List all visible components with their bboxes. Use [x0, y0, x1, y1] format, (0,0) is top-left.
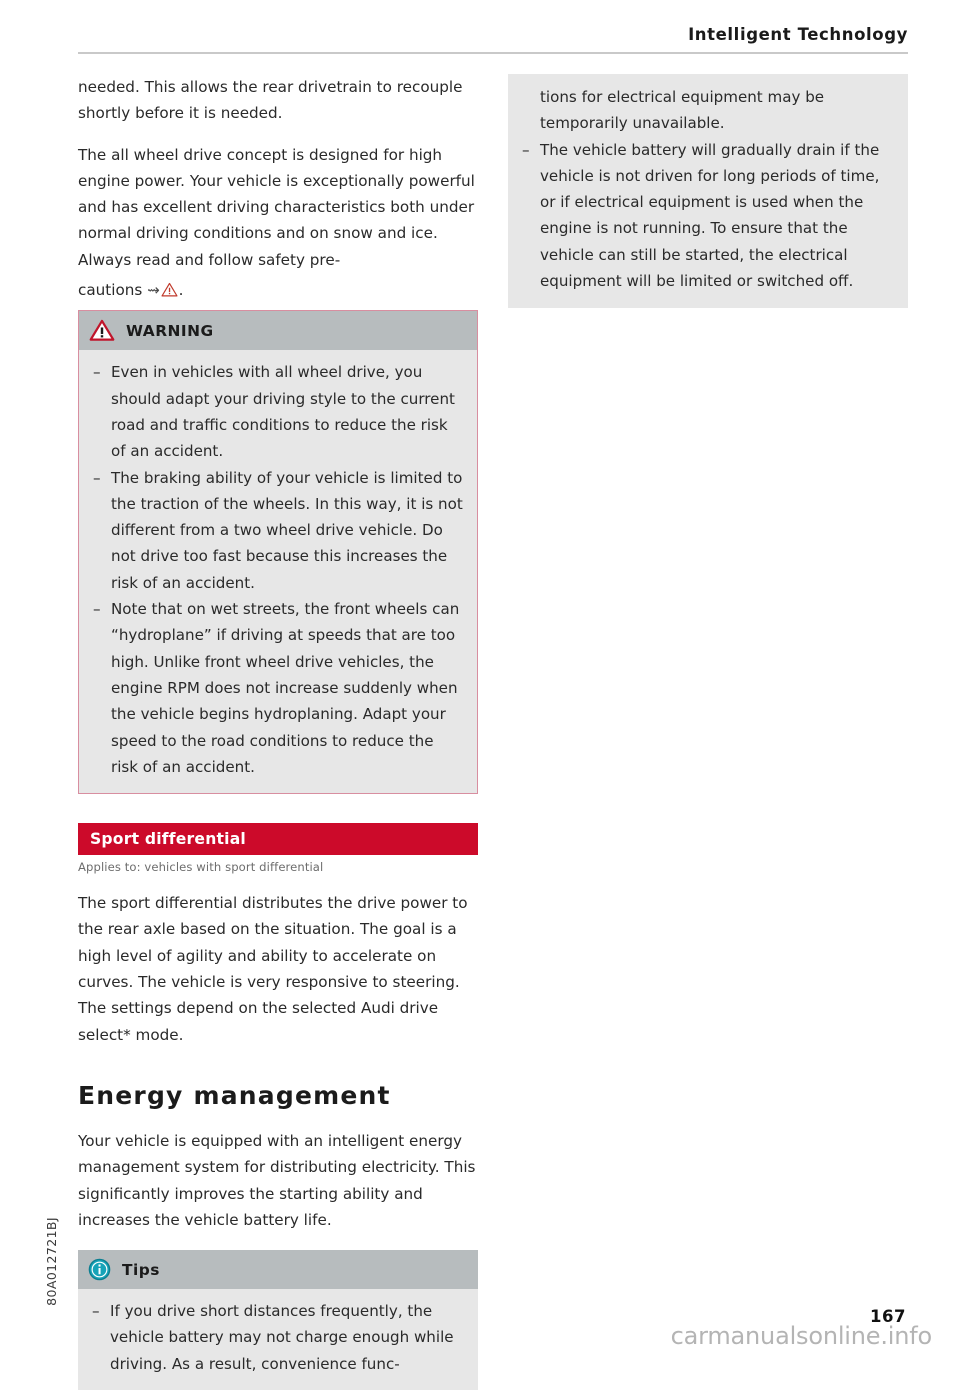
page-title: Intelligent Technology [688, 25, 908, 44]
header-divider [78, 52, 908, 54]
right-column [508, 74, 908, 308]
list-item: – Even in vehicles with all wheel drive, you should adapt your driving style to the current road and traffic conditions to reduce the risk of an accident. [93, 359, 463, 464]
cross-reference-arrow-icon: ⇝ [142, 281, 160, 300]
info-circle-icon [88, 1258, 111, 1281]
warning-box-body [79, 350, 477, 793]
left-column [78, 74, 478, 1390]
list-item: – The vehicle battery will gradually drain if the vehicle is not driven for long periods of time, or if electrical equipment is used when the engine is not running. To ensure that the vehicle can still be started, the electrical equipment will be limited or switched off. [522, 137, 894, 295]
document-code: 80A012721BJ [44, 1217, 59, 1306]
inline-warning-triangle-icon [161, 282, 178, 297]
warning-box-header [79, 311, 477, 350]
page-header [0, 0, 960, 58]
warning-box-title: WARNING [126, 321, 214, 340]
tips-continuation-text: tions for electrical equipment may be temporarily unavailable. [540, 88, 825, 133]
warning-box [78, 310, 478, 794]
list-item: – If you drive short distances frequently, the vehicle battery may not charge enough while driving. As a result, convenience func- [92, 1298, 464, 1377]
cautions-label: cautions [78, 281, 143, 300]
page-number: 167 [870, 1307, 906, 1326]
tips-box-title: Tips [122, 1260, 160, 1279]
warning-item-list [93, 359, 463, 780]
paragraph-energy-management: Your vehicle is equipped with an intelligent energy management system for distributing electricity. This significantly improves the starting ability and increases the vehicle battery life. [78, 1131, 476, 1229]
list-item: – The braking ability of your vehicle is limited to the traction of the wheels. In this way, it is not different from a two wheel drive vehicle. Do not drive too fast because this increases the risk of an accident. [93, 465, 463, 596]
tips-item-list [92, 1298, 464, 1377]
sport-differential-banner [78, 823, 478, 855]
energy-management-heading: Energy management [78, 1080, 391, 1110]
list-item: – Note that on wet streets, the front wheels can “hydroplane” if driving at speeds that are too high. Unlike front wheel drive vehicles, the engine RPM does not increase suddenly when the vehicle begins hydroplaning. Adapt your speed to the road conditions to reduce the risk of an accident. [93, 596, 463, 780]
tips-continuation-list [522, 137, 894, 295]
cautions-suffix: . [178, 281, 184, 300]
warning-triangle-icon [89, 319, 115, 342]
paragraph-recouple: needed. This allows the rear drivetrain to recouple shortly before it is needed. [78, 78, 463, 123]
tips-box [78, 1250, 478, 1390]
paragraph-cautions-reference [78, 277, 478, 303]
paragraph-all-wheel-drive: The all wheel drive concept is designed for high engine power. Your vehicle is exceptionally powerful and has excellent driving characteristics both under normal driving conditions and on snow and ice. Always read and follow safety pre- [78, 145, 475, 269]
paragraph-sport-differential: The sport differential distributes the drive power to the rear axle based on the situation. The goal is a high level of agility and ability to accelerate on curves. The vehicle is very responsive to steering. The settings depend on the selected Audi drive select* mode. [78, 894, 468, 1044]
tips-box-body [78, 1289, 478, 1390]
tips-box-header [78, 1250, 478, 1289]
sport-differential-applies-to: Applies to: vehicles with sport differential [78, 860, 324, 875]
watermark: carmanualsonline.info [670, 1322, 932, 1350]
sport-differential-title: Sport differential [90, 830, 246, 849]
tips-continuation-box [508, 74, 908, 308]
